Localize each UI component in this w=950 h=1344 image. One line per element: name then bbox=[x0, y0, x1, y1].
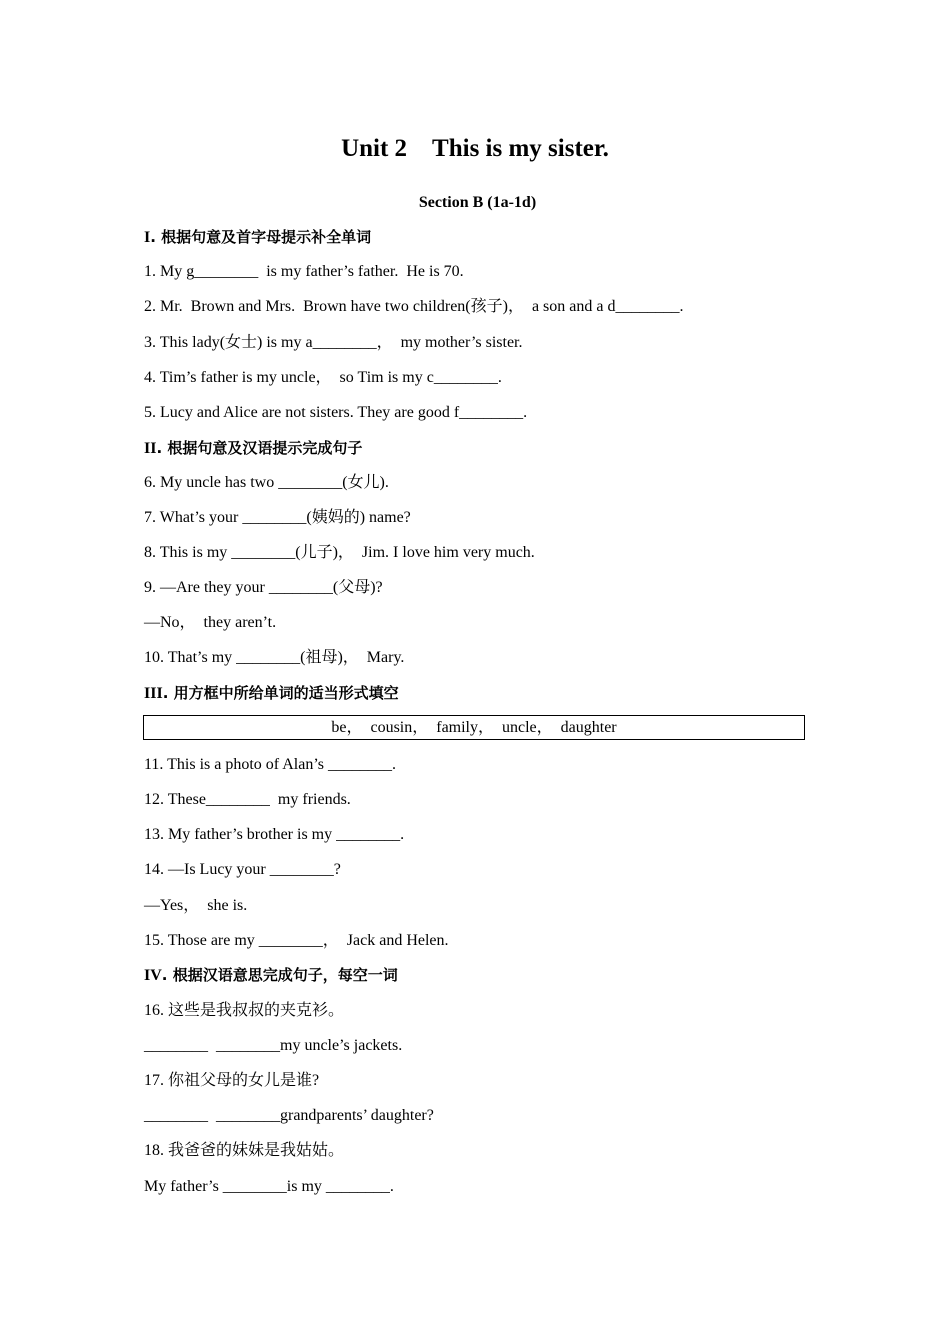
question-16: 16. 这些是我叔叔的夹克衫。 bbox=[144, 1002, 345, 1019]
question-18-blank: My father’s ________is my ________. bbox=[144, 1178, 394, 1195]
part-1-numeral: I bbox=[144, 229, 151, 246]
question-17: 17. 你祖父母的女儿是谁? bbox=[144, 1072, 320, 1089]
question-1: 1. My g________ is my father’s father. He is 70. bbox=[144, 263, 464, 280]
part-4-heading-text: . 根据汉语意思完成句子，每空一词 bbox=[161, 966, 398, 984]
question-9-answer: —No， they aren’t. bbox=[144, 614, 277, 631]
question-11: 11. This is a photo of Alan’s ________. bbox=[144, 756, 396, 773]
question-9: 9. —Are they your ________(父母)? bbox=[144, 579, 383, 596]
part-4-heading bbox=[144, 964, 398, 987]
question-13: 13. My father’s brother is my ________. bbox=[144, 826, 405, 843]
question-5: 5. Lucy and Alice are not sisters. They are good f________. bbox=[144, 404, 528, 421]
question-18: 18. 我爸爸的妹妹是我姑姑。 bbox=[144, 1142, 345, 1159]
question-15: 15. Those are my ________， Jack and Helen. bbox=[144, 932, 449, 949]
question-7: 7. What’s your ________(姨妈的) name? bbox=[144, 509, 411, 526]
part-3-numeral: III bbox=[144, 685, 163, 702]
question-14: 14. —Is Lucy your ________? bbox=[144, 861, 341, 878]
question-12: 12. These________ my friends. bbox=[144, 791, 351, 808]
question-6: 6. My uncle has two ________(女儿). bbox=[144, 474, 389, 491]
word-box bbox=[143, 715, 805, 740]
part-2-heading bbox=[144, 437, 362, 460]
part-2-numeral: II bbox=[144, 440, 157, 457]
word-box-words: be， cousin， family， uncle， daughter bbox=[331, 719, 617, 736]
part-2-heading-text: . 根据句意及汉语提示完成句子 bbox=[156, 439, 363, 457]
question-14-answer: —Yes， she is. bbox=[144, 897, 248, 914]
part-1-heading bbox=[144, 226, 371, 249]
part-3-heading-text: . 用方框中所给单词的适当形式填空 bbox=[162, 684, 399, 702]
section-subtitle: Section B (1a-1d) bbox=[418, 194, 537, 211]
question-2: 2. Mr. Brown and Mrs. Brown have two children(孩子)， a son and a d________. bbox=[144, 298, 684, 315]
page-title: Unit 2 This is my sister. bbox=[341, 135, 609, 162]
part-3-heading bbox=[144, 682, 399, 705]
question-17-blank: ________ ________grandparents’ daughter? bbox=[144, 1107, 434, 1124]
question-10: 10. That’s my ________(祖母)， Mary. bbox=[144, 649, 405, 666]
question-4: 4. Tim’s father is my uncle， so Tim is my c________. bbox=[144, 369, 502, 386]
part-1-heading-text: . 根据句意及首字母提示补全单词 bbox=[150, 228, 372, 246]
part-4-numeral: IV bbox=[144, 967, 162, 984]
question-8: 8. This is my ________(儿子)， Jim. I love him very much. bbox=[144, 544, 535, 561]
question-16-blank: ________ ________my uncle’s jackets. bbox=[144, 1037, 403, 1054]
question-3: 3. This lady(女士) is my a________， my mother’s sister. bbox=[144, 334, 523, 351]
